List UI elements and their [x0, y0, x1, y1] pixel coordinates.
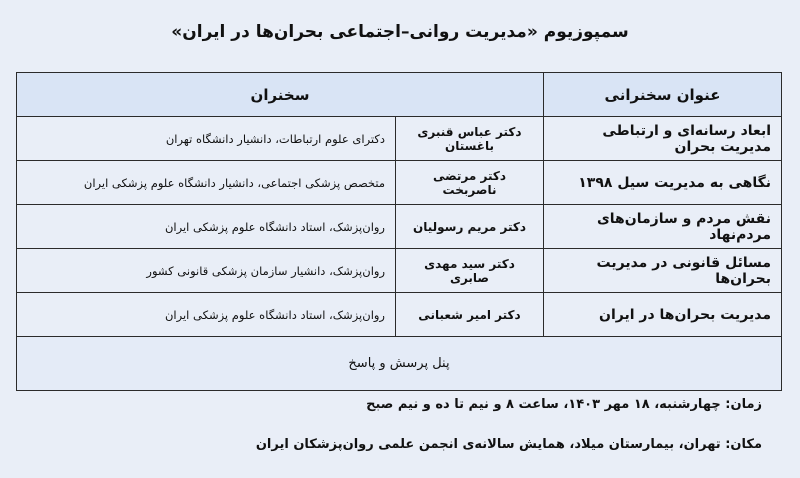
header-topic: عنوان سخنرانی: [544, 73, 782, 117]
speaker-name: دکتر مریم رسولیان: [396, 205, 544, 249]
speaker-name: دکتر سید مهدی صابری: [396, 249, 544, 293]
speaker-description: روان‌پزشک، استاد دانشگاه علوم پزشکی ایران: [17, 205, 396, 249]
speaker-description: روان‌پزشک، استاد دانشگاه علوم پزشکی ایران: [17, 293, 396, 337]
talk-topic: نگاهی به مدیریت سیل ۱۳۹۸: [544, 161, 782, 205]
panel-row: [17, 337, 782, 391]
header-speaker: سخنران: [17, 73, 544, 117]
speaker-name: دکتر امیر شعبانی: [396, 293, 544, 337]
event-place: مکان: تهران، بیمارستان میلاد، همایش سالانه‌ی انجمن علمی روان‌پزشکان ایران: [255, 437, 762, 452]
speaker-description: دکترای علوم ارتباطات، دانشیار دانشگاه تهران: [17, 117, 396, 161]
table-row: [17, 293, 782, 337]
table-row: [17, 249, 782, 293]
speaker-name: دکتر عباس قنبری باغستان: [396, 117, 544, 161]
speaker-name: دکتر مرتضی ناصربخت: [396, 161, 544, 205]
speaker-description: متخصص پزشکی اجتماعی، دانشیار دانشگاه علوم پزشکی ایران: [17, 161, 396, 205]
talk-topic: ابعاد رسانه‌ای و ارتباطی مدیریت بحران: [544, 117, 782, 161]
panel-label: پنل پرسش و پاسخ: [17, 337, 782, 391]
table-header-row: [17, 73, 782, 117]
page-title: سمپوزیوم «مدیریت روانی–اجتماعی بحران‌ها در ایران»: [171, 22, 629, 42]
talk-topic: نقش مردم و سازمان‌های مردم‌نهاد: [544, 205, 782, 249]
table-row: [17, 161, 782, 205]
talk-topic: مسائل قانونی در مدیریت بحران‌ها: [544, 249, 782, 293]
event-time: زمان: چهارشنبه، ۱۸ مهر ۱۴۰۳، ساعت ۸ و نیم تا ده و نیم صبح: [366, 397, 762, 412]
program-table: [16, 72, 782, 391]
speaker-description: روان‌پزشک، دانشیار سازمان پزشکی قانونی کشور: [17, 249, 396, 293]
talk-topic: مدیریت بحران‌ها در ایران: [544, 293, 782, 337]
table-row: [17, 117, 782, 161]
table-row: [17, 205, 782, 249]
